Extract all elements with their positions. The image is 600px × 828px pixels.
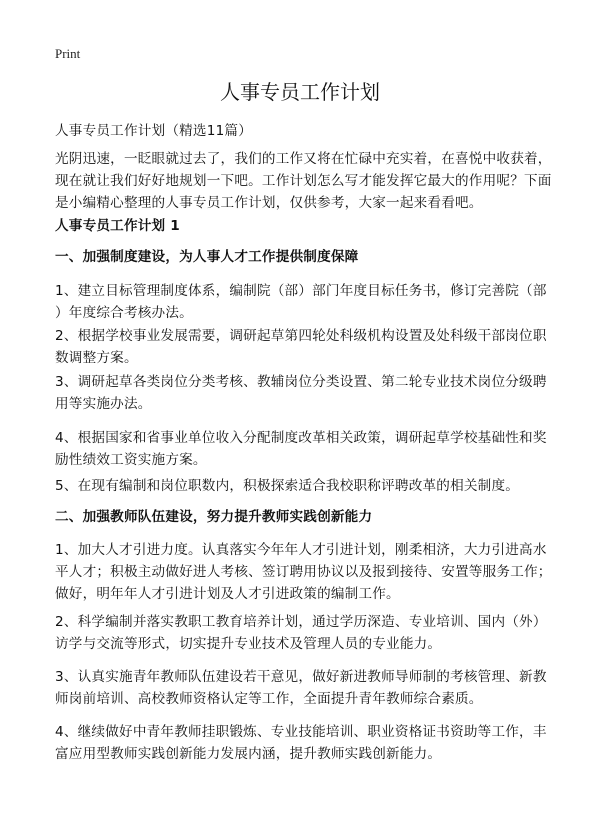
- section1-item: [55, 427, 555, 471]
- item-line: 做好，明年年人才引进计划及人才引进政策的编制工作。: [55, 586, 400, 602]
- subtitle: 人事专员工作计划（精选11篇）: [55, 123, 253, 139]
- section1-item: [55, 325, 555, 369]
- item-line: ）年度综合考核办法。: [55, 305, 193, 321]
- section2-item: [55, 611, 555, 655]
- item-line: 平人才；积极主动做好进人考核、签订聘用协议以及报到接待、安置等服务工作；: [55, 564, 552, 580]
- item-line: 4、根据国家和省事业单位收入分配制度改革相关政策，调研起草学校基础性和奖: [55, 430, 547, 446]
- section2-item: [55, 721, 555, 765]
- item-line: 励性绩效工资实施方案。: [55, 452, 207, 468]
- page-title: 人事专员工作计划: [220, 80, 380, 104]
- item-line: 数调整方案。: [55, 350, 138, 366]
- section2-heading: 二、加强教师队伍建设，努力提升教师实践创新能力: [55, 509, 373, 525]
- item-line: 富应用型教师实践创新能力发展内涵，提升教师实践创新能力。: [55, 746, 442, 762]
- item-line: 3、认真实施青年教师队伍建设若干意见，做好新进教师导师制的考核管理、新教: [55, 669, 547, 685]
- item-line: 2、根据学校事业发展需要，调研起草第四轮处科级机构设置及处科级干部岗位职: [55, 328, 547, 344]
- item-line: 3、调研起草各类岗位分类考核、教辅岗位分类设置、第二轮专业技术岗位分级聘: [55, 374, 547, 390]
- section1-item: [55, 280, 555, 324]
- item-line: 4、继续做好中青年教师挂职锻炼、专业技能培训、职业资格证书资助等工作，丰: [55, 724, 547, 740]
- plan-heading: 人事专员工作计划 1: [55, 218, 180, 234]
- section1-heading: 一、加强制度建设，为人事人才工作提供制度保障: [55, 249, 359, 265]
- item-line: 2、科学编制并落实教职工教育培养计划，通过学历深造、专业培训、国内（外）: [55, 614, 547, 630]
- print-link[interactable]: Print: [55, 46, 81, 61]
- intro-line: 是小编精心整理的人事专员工作计划，仅供参考，大家一起来看看吧。: [55, 195, 483, 211]
- intro-paragraph: [55, 148, 555, 214]
- item-line: 5、在现有编制和岗位职数内，积极探索适合我校职称评聘改革的相关制度。: [55, 478, 520, 494]
- item-line: 1、建立目标管理制度体系，编制院（部）部门年度目标任务书，修订完善院（部: [55, 283, 547, 299]
- item-line: 1、加大人才引进力度。认真落实今年年人才引进计划，刚柔相济，大力引进高水: [55, 542, 547, 558]
- section2-item: [55, 666, 555, 710]
- intro-line: 现在就让我们好好地规划一下吧。工作计划怎么写才能发挥它最大的作用呢？下面: [55, 173, 552, 189]
- section1-item: [55, 371, 555, 415]
- section2-item: [55, 539, 555, 605]
- item-line: 访学与交流等形式，切实提升专业技术及管理人员的专业能力。: [55, 636, 442, 652]
- section1-item: [55, 475, 555, 497]
- item-line: 用等实施办法。: [55, 396, 152, 412]
- item-line: 师岗前培训、高校教师资格认定等工作，全面提升青年教师综合素质。: [55, 691, 483, 707]
- intro-line: 光阴迅速，一眨眼就过去了，我们的工作又将在忙碌中充实着，在喜悦中收获着，: [55, 151, 552, 167]
